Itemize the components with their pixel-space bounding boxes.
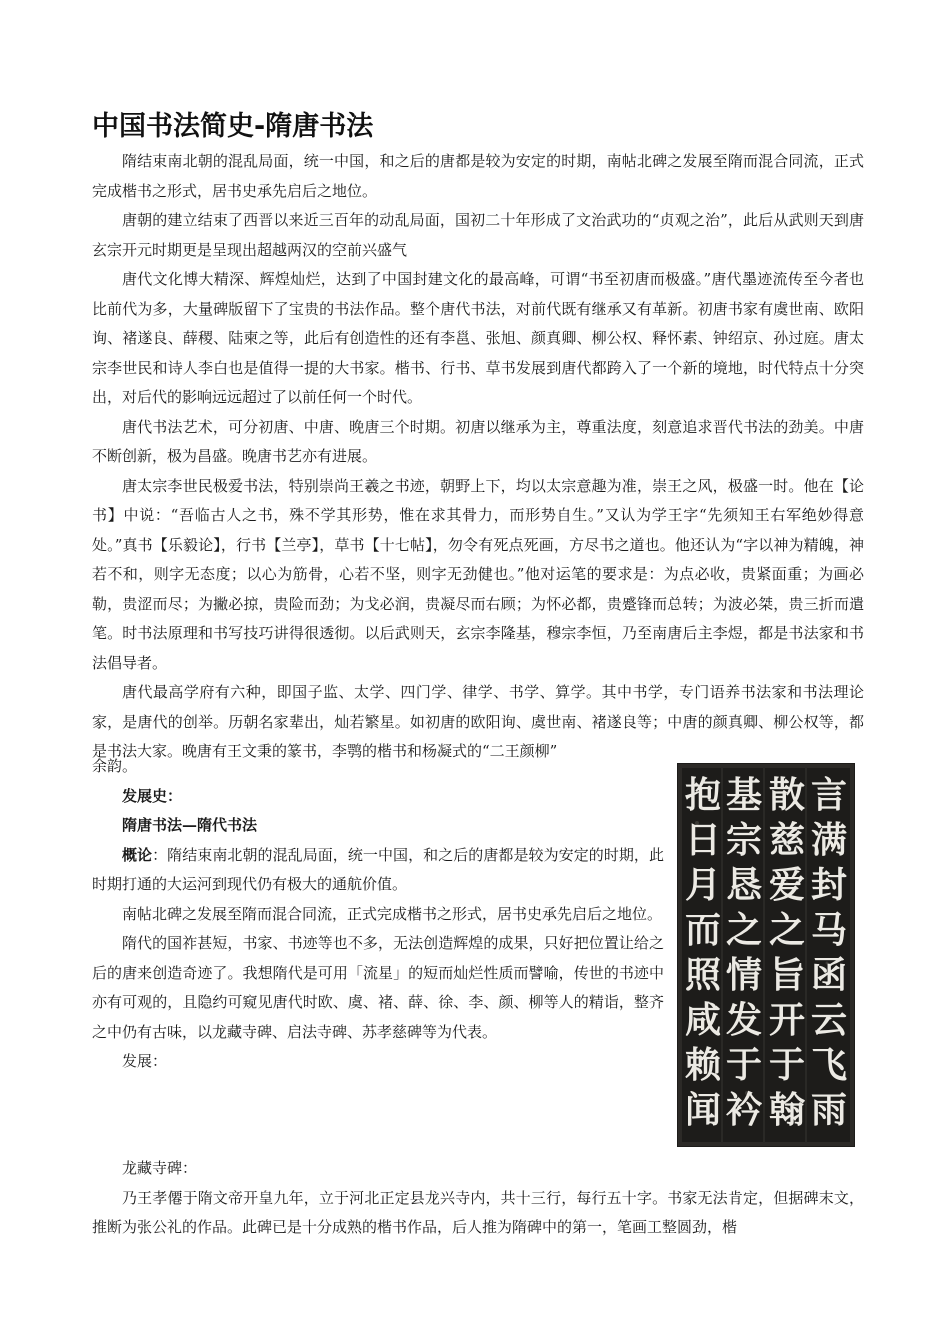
rubbing-character: 云 [810, 999, 847, 1041]
rubbing-column [724, 773, 764, 1133]
paragraph: 唐太宗李世民极爱书法，特别崇尚王羲之书迹，朝野上下，均以太宗意趣为准，崇王之风，极盛一时。他在【论书】中说：“吾临古人之书，殊不学其形势，惟在求其骨力，而形势自生。”又认为学王字“先须知王右军绝妙得意处。”真书【乐毅论】，行书【兰亭】，草书【十七帖】，勿令有死点死画，方尽书之道也。他还认为“字以神为精魄，神若不和，则字无态度；以心为筋骨，心若不坚，则字无劲健也。”他对运笔的要求是：为点必收，贵紧面重；为画必勒，贵涩而尽；为撇必掠，贵险而劲；为戈必润，贵凝尽而右顾；为怀必都，贵蹙锋而总转；为波必桀，贵三折而遣笔。时书法原理和书写技巧讲得很透彻。以后武则天，玄宗李隆基，穆宗李恒，乃至南唐后主李煜，都是书法家和书法倡导者。 [92, 476, 864, 672]
subsection-heading: 隋唐书法—隋代书法 [122, 816, 258, 834]
paragraph: 唐代文化博大精深、辉煌灿烂，达到了中国封建文化的最高峰，可谓“书至初唐而极盛。”唐代墨迹流传至今者也比前代为多，大量碑版留下了宝贵的书法作品。整个唐代书法，对前代既有继承又有革新。初唐书家有虞世南、欧阳询、褚遂良、薛稷、陆柬之等，此后有创造性的还有李邕、张旭、颜真卿、柳公权、释怀素、钟绍京、孙过庭。唐太宗李世民和诗人李白也是值得一提的大书家。楷书、行书、草书发展到唐代都跨入了一个新的境地，时代特点十分突出，对后代的影响远远超过了以前任何一个时代。 [92, 270, 864, 406]
rubbing-character: 基 [725, 774, 762, 816]
paragraph: 乃王孝僊于隋文帝开皇九年，立于河北正定县龙兴寺内，共十三行，每行五十字。书家无法肯定，但据碑末文，推断为张公礼的作品。此碑已是十分成熟的楷书作品，后人推为隋碑中的第一，笔画工整圆劲，楷 [92, 1188, 864, 1236]
rubbing-character: 闻 [684, 1089, 721, 1131]
rubbing-character: 宗 [725, 819, 762, 861]
paragraph: 唐朝的建立结束了西晋以来近三百年的动乱局面，国初二十年形成了文治武功的“贞观之治”，此后从武则天到唐玄宗开元时期更是呈现出超越两汉的空前兴盛气 [92, 211, 864, 259]
rubbing-character: 于 [725, 1044, 762, 1086]
rubbing-character: 言 [810, 774, 847, 816]
overview-label: 概论 [122, 845, 153, 864]
rubbing-character: 而 [684, 909, 721, 951]
paragraph-continuation: 余韵。 [92, 757, 138, 775]
rubbing-character: 抱 [684, 774, 721, 816]
rubbing-character: 之 [768, 909, 805, 951]
rubbing-character: 马 [810, 909, 847, 951]
rubbing-column [767, 773, 807, 1133]
sui-dynasty-section [92, 752, 664, 1077]
rubbing-character: 满 [810, 819, 847, 861]
rubbing-character: 于 [768, 1044, 805, 1086]
rubbing-character: 爱 [768, 864, 805, 906]
rubbing-character: 日 [684, 819, 721, 861]
rubbing-character: 赖 [684, 1044, 721, 1086]
page-title: 中国书法简史-隋唐书法 [92, 111, 374, 142]
rubbing-character: 封 [810, 864, 847, 906]
rubbing-character: 情 [725, 954, 762, 996]
paragraph: 唐代书法艺术，可分初唐、中唐、晚唐三个时期。初唐以继承为主，尊重法度，刻意追求晋代书法的劲美。中唐不断创新，极为昌盛。晚唐书艺亦有进展。 [92, 417, 864, 465]
paragraph: 南帖北碑之发展至隋而混合同流，正式完成楷书之形式，居书史承先启后之地位。 [122, 904, 663, 923]
rubbing-character: 月 [684, 864, 721, 906]
rubbing-character: 咸 [684, 999, 721, 1041]
rubbing-character: 雨 [810, 1089, 847, 1131]
rubbing-character: 飞 [810, 1044, 847, 1086]
rubbing-character: 旨 [768, 954, 805, 996]
intro-section [92, 147, 864, 767]
paragraph: 隋结束南北朝的混乱局面，统一中国，和之后的唐都是较为安定的时期，南帖北碑之发展至隋而混合同流，正式完成楷书之形式，居书史承先启后之地位。 [92, 152, 864, 200]
section-heading: 龙藏寺碑： [122, 1159, 198, 1177]
longzang-stele-section [92, 1154, 864, 1243]
rubbing-character: 照 [684, 954, 721, 996]
calligraphy-rubbing-image [677, 763, 855, 1147]
rubbing-character: 发 [725, 999, 762, 1041]
overview-text: ：隋结束南北朝的混乱局面，统一中国，和之后的唐都是较为安定的时期，此时期打通的大运河到现代仍有极大的通航价值。 [92, 845, 664, 893]
rubbing-character: 恳 [725, 864, 762, 906]
rubbing-character: 衿 [725, 1089, 762, 1131]
rubbing-column [809, 773, 849, 1133]
paragraph: 隋代的国祚甚短，书家、书迹等也不多，无法创造辉煌的成果，只好把位置让给之后的唐来创造奇迹了。我想隋代是可用「流星」的短而灿烂性质而譬喻，传世的书迹中亦有可观的，且隐约可窥见唐代时欧、虞、褚、薛、徐、李、颜、柳等人的精诣，整齐之中仍有古味，以龙藏寺碑、启法寺碑、苏孝慈碑等为代表。 [92, 934, 664, 1041]
rubbing-column [683, 773, 723, 1133]
development-label: 发展： [122, 1052, 168, 1070]
rubbing-character: 慈 [768, 819, 805, 861]
rubbing-character: 开 [768, 999, 805, 1041]
rubbing-character: 之 [725, 909, 762, 951]
rubbing-character: 翰 [768, 1089, 805, 1131]
paragraph: 唐代最高学府有六种，即国子监、太学、四门学、律学、书学、算学。其中书学，专门语养书法家和书法理论家，是唐代的创举。历朝名家辈出，灿若繁星。如初唐的欧阳询、虞世南、褚遂良等；中唐的颜真卿、柳公权等，都是书法大家。晚唐有王文秉的篆书，李鹗的楷书和杨凝式的“二王颜柳” [92, 683, 864, 760]
rubbing-character: 函 [810, 954, 847, 996]
section-heading: 发展史： [122, 786, 183, 805]
overview-paragraph [92, 841, 664, 900]
rubbing-character: 散 [768, 774, 805, 816]
